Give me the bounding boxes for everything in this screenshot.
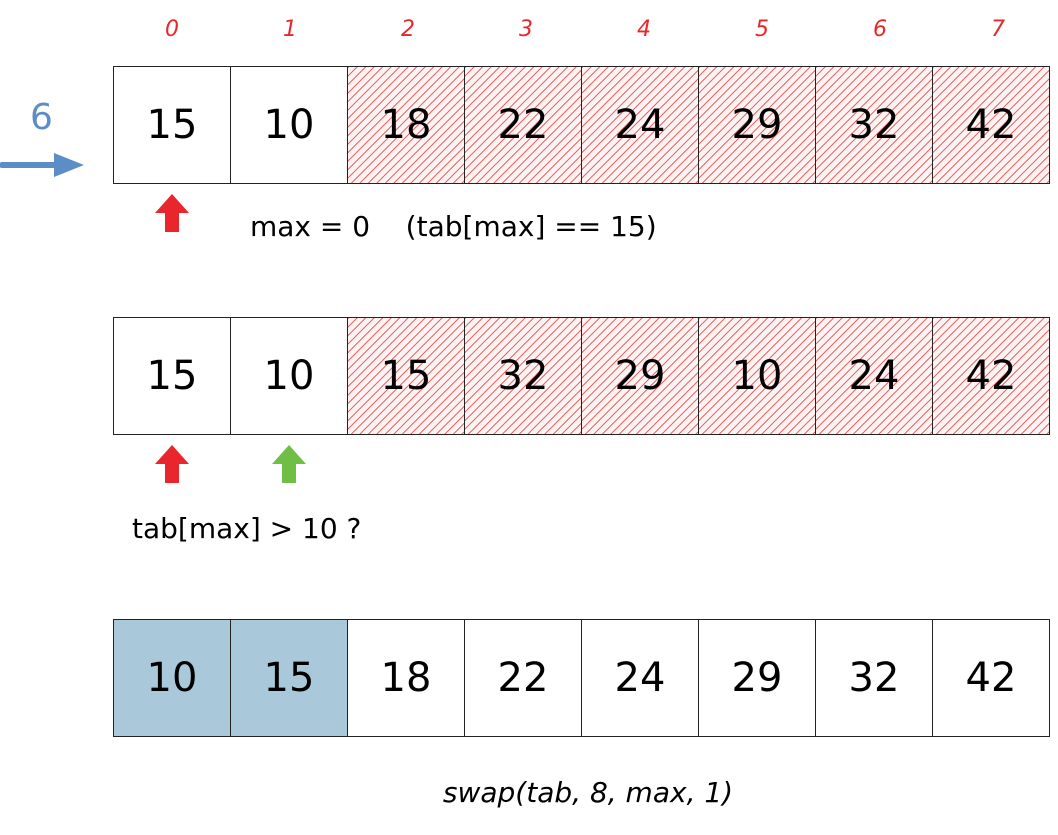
cell-value: 24 xyxy=(614,102,666,148)
array-cell xyxy=(815,317,933,435)
array-cell xyxy=(113,66,231,184)
cell-value: 15 xyxy=(263,655,315,701)
cell-value: 10 xyxy=(263,353,315,399)
array-cell xyxy=(347,619,465,737)
cell-value: 18 xyxy=(380,655,432,701)
cell-value: 22 xyxy=(497,102,549,148)
row-1-caption: max = 0 (tab[max] == 15) xyxy=(250,210,657,243)
array-cell xyxy=(581,619,699,737)
index-label-6: 6 xyxy=(873,17,887,42)
cell-value: 29 xyxy=(731,102,783,148)
array-cell xyxy=(230,317,348,435)
array-cell xyxy=(230,619,348,737)
row-2-caption: tab[max] > 10 ? xyxy=(132,512,362,545)
cell-value: 24 xyxy=(848,353,900,399)
index-label-0: 0 xyxy=(165,17,179,42)
size-pointer-arrow-icon xyxy=(0,152,90,182)
array-cell xyxy=(698,619,816,737)
size-pointer-label: 6 xyxy=(30,97,53,138)
cell-value: 18 xyxy=(380,102,432,148)
array-row-2 xyxy=(113,317,1056,435)
cell-value: 10 xyxy=(263,102,315,148)
index-label-7: 7 xyxy=(991,17,1005,42)
array-cell xyxy=(581,317,699,435)
cell-value: 15 xyxy=(380,353,432,399)
cell-value: 29 xyxy=(614,353,666,399)
cell-value: 42 xyxy=(965,102,1017,148)
cell-value: 32 xyxy=(848,102,900,148)
cell-value: 32 xyxy=(848,655,900,701)
array-cell xyxy=(815,619,933,737)
cell-value: 29 xyxy=(731,655,783,701)
array-cell xyxy=(932,619,1050,737)
cell-value: 10 xyxy=(146,655,198,701)
cell-value: 24 xyxy=(614,655,666,701)
array-cell xyxy=(347,317,465,435)
array-cell xyxy=(464,317,582,435)
array-cell xyxy=(113,619,231,737)
array-cell xyxy=(581,66,699,184)
cell-value: 15 xyxy=(146,102,198,148)
array-cell xyxy=(815,66,933,184)
cell-value: 10 xyxy=(731,353,783,399)
current-pointer-arrow-icon xyxy=(272,445,306,483)
cell-value: 42 xyxy=(965,655,1017,701)
array-cell xyxy=(464,66,582,184)
array-cell xyxy=(464,619,582,737)
index-label-3: 3 xyxy=(519,17,533,42)
array-row-1 xyxy=(113,66,1056,184)
index-label-5: 5 xyxy=(755,17,769,42)
array-cell xyxy=(347,66,465,184)
index-label-4: 4 xyxy=(637,17,651,42)
array-cell xyxy=(113,317,231,435)
array-row-3 xyxy=(113,619,1056,737)
max-pointer-arrow-icon xyxy=(155,445,189,483)
cell-value: 42 xyxy=(965,353,1017,399)
cell-value: 32 xyxy=(497,353,549,399)
array-cell xyxy=(698,317,816,435)
array-cell xyxy=(932,317,1050,435)
cell-value: 15 xyxy=(146,353,198,399)
max-pointer-arrow-icon xyxy=(155,194,189,232)
array-cell xyxy=(932,66,1050,184)
index-label-1: 1 xyxy=(283,17,297,42)
index-label-2: 2 xyxy=(401,17,415,42)
array-cell xyxy=(698,66,816,184)
array-cell xyxy=(230,66,348,184)
cell-value: 22 xyxy=(497,655,549,701)
swap-call-caption: swap(tab, 8, max, 1) xyxy=(442,776,734,809)
